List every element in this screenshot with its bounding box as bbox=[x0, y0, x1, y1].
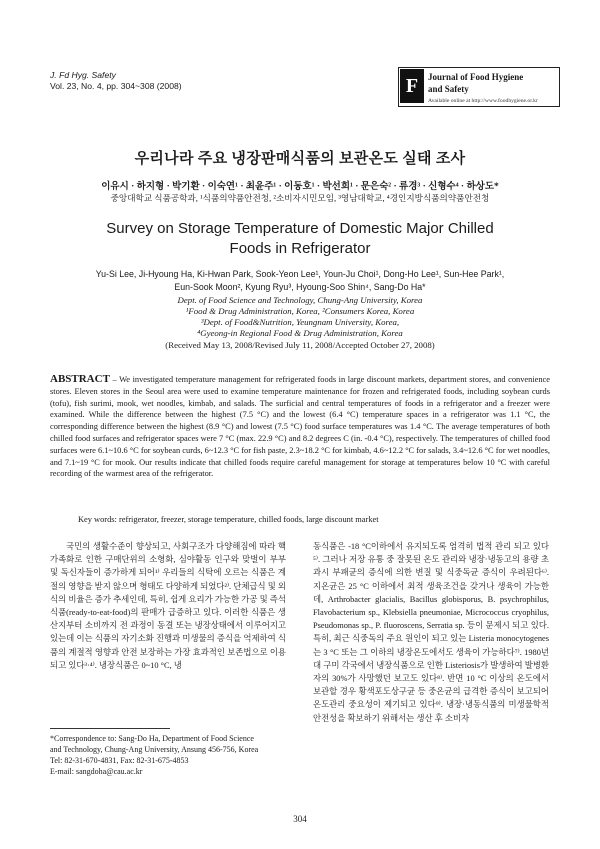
email-link[interactable]: E-mail: sangdoha@cau.ac.kr bbox=[50, 767, 143, 776]
authors-english: Yu-Si Lee, Ji-Hyoung Ha, Ki-Hwan Park, Sook-Yeon Lee¹, Youn-Ju Choi¹, Dong-Ho Lee¹, Sun-Hee Park¹, Eun-Sook Moon², Kyung Ryu³, Hyoung-Soo Shin⁴, Sang-Do Ha* bbox=[95, 269, 505, 292]
keywords: Key words: refrigerator, freezer, storage temperature, chilled foods, large discount market bbox=[78, 515, 379, 524]
journal-logo-icon: F bbox=[400, 69, 424, 103]
page-number: 304 bbox=[293, 814, 307, 824]
abstract-text: – We investigated temperature management for refrigerated foods in large discount markets, department stores, and convenience stores. Eleven stores in the Seoul area were used to examine temperature maintenance for frozen and refrigerated foods, including soybean curds (tofu), fish surimi, mook, wet noodles, kimbab, and salads. The surficial and central temperatures of foods in a refrigerator and a freezer were examined. While the difference between the highest (7.5 °C) and the lowest (6.4 °C) temperature spaces in a refrigerator was 1.1 °C, the corresponding difference between the highest (8.9 °C) and lowest (7.5 °C) food surface temperatures was 1.4 °C. The average temperatures of both chilled food surfaces and refrigerator spaces were 7 °C (max. 22.9 °C) and 8.2 degrees C (in. -0.4 °C), respectively. The temperatures of chilled food surfaces were 6.1~10.6 °C for soybean curds, 6~12.3 °C for fish paste, 2.3~18.2 °C for kimbab, 4.6~12.2 °C for salads, 3.4~12.6 °C for wet noodles, and 7.1~19 °C for mook. Our results indicate that chilled foods require careful management for storage at temperatures below 10 °C with careful recording of the warmest area of the refrigerator. bbox=[50, 375, 550, 479]
affiliations-english: Dept. of Food Science and Technology, Chung-Ang University, Korea ¹Food & Drug Administration, Korea, ²Consumers Korea, Korea ³Dept. of Food&Nutrition, Yeungnam University, Korea, ⁴Gyeong-in Regional Food & Drug Administration, Korea bbox=[177, 295, 423, 338]
volume-info: Vol. 23, No. 4, pp. 304~308 (2008) bbox=[50, 81, 182, 91]
body-column-left: 국민의 생활수준이 향상되고, 사회구조가 다양해짐에 따라 핵가족화로 인한 구매단위의 소형화, 심야활동 인구와 맞벌이 부부 및 독신자들이 증가하게 되어¹⁾ 우리들의 식탁에 오르는 식품은 계절의 영향을 받지 않으며 형태도 다양하게 되었다²⁾. 단체급식 및 외식의 비율은 증가 추세인데, 특히, 쉽게 요리가 가능한 가공 및 즉석식품(ready-to-eat-food)의 판매가 급증하고 있다. 이러한 식품은 생산지부터 소비까지 전 과정이 동결 또는 냉장상태에서 이루어지고 있는데 이는 식품의 자기소화 진행과 미생물의 증식을 억제하여 식품의 계절적 영향과 안전 보장하는 가장 효과적인 보존법으로 이용되고 있다³·⁴⁾. 냉장식품은 0~10 °C, 냉 bbox=[50, 542, 286, 670]
abstract bbox=[50, 374, 550, 480]
body-column-right: 동식품은 -18 °C이하에서 유지되도록 엄격히 법적 관리 되고 있다⁵⁾. 그러나 저장 유통 중 잘못된 온도 관리와 냉장·냉동고의 용량 초과시 부패균의 증식에 의한 변질 및 식중독균 증식이 우려된다⁶⁾. 지온균은 25 °C 이하에서 최적 생육조건을 갖거나 생육이 가능한데, Arthrobacter glacialis, Bacillus globisporus, B. psychrophilus, Flavobacterium sp., Klebsiella pneumoniae, Micrococcus cryophilus, Pseudomonas sp., P. fluoroscens, Serratia sp. 등이 문제시 되고 있다. 특히, 최근 식중독의 주요 원인이 되고 있는 Listeria monocytogenes는 3 °C 또는 그 이하의 냉장온도에서도 생육이 가능하다⁷⁾. 1980년대 구미 각국에서 냉장식품으로 인한 Listeriosis가 발생하여 발병환자의 30%가 사망했던 보고도 있다⁸⁾. 반면 10 °C 이상의 온도에서 보관할 경우 황색포도상구균 등 중온균의 급격한 증식이 보고되어 온도관리 중요성이 제기되고 있다⁹⁾. 냉장·냉동식품의 미생물학적 안전성을 확보하기 위해서는 생산 후 소비자 bbox=[313, 542, 549, 723]
affiliations-korean: 중앙대학교 식품공학과, ¹식품의약품안전청, ²소비자시민모임, ³영남대학교, ⁴경인지방식품의약품안전청 bbox=[110, 193, 490, 203]
authors-korean: 이유시 · 하지형 · 박기환 · 이숙연¹ · 최윤주¹ · 이동호¹ · 박선희¹ · 문은숙² · 류경³ · 신형수⁴ · 하상도* bbox=[101, 182, 499, 192]
journal-url[interactable]: Available online at http://www.foodhygiene.or.kr bbox=[428, 98, 538, 104]
abstract-heading: ABSTRACT bbox=[50, 373, 110, 385]
received-dates: (Received May 13, 2008/Revised July 11, 2008/Accepted October 27, 2008) bbox=[165, 340, 435, 350]
footnote-divider bbox=[50, 728, 170, 729]
journal-citation bbox=[50, 70, 182, 92]
title-korean: 우리나라 주요 냉장판매식품의 보관온도 실태 조사 bbox=[134, 151, 466, 167]
journal-abbrev: J. Fd Hyg. Safety bbox=[50, 70, 116, 80]
journal-title: Journal of Food Hygiene and Safety bbox=[428, 72, 524, 94]
correspondence-footnote: *Correspondence to: Sang-Do Ha, Department of Food Science and Technology, Chung-Ang University, Ansung 456-756, Korea Tel: 82-31-670-4831, Fax: 82-31-675-4853 E-mail: sangdoha@cau.ac.kr bbox=[50, 733, 290, 777]
title-english: Survey on Storage Temperature of Domestic Major Chilled Foods in Refrigerator bbox=[106, 220, 494, 257]
